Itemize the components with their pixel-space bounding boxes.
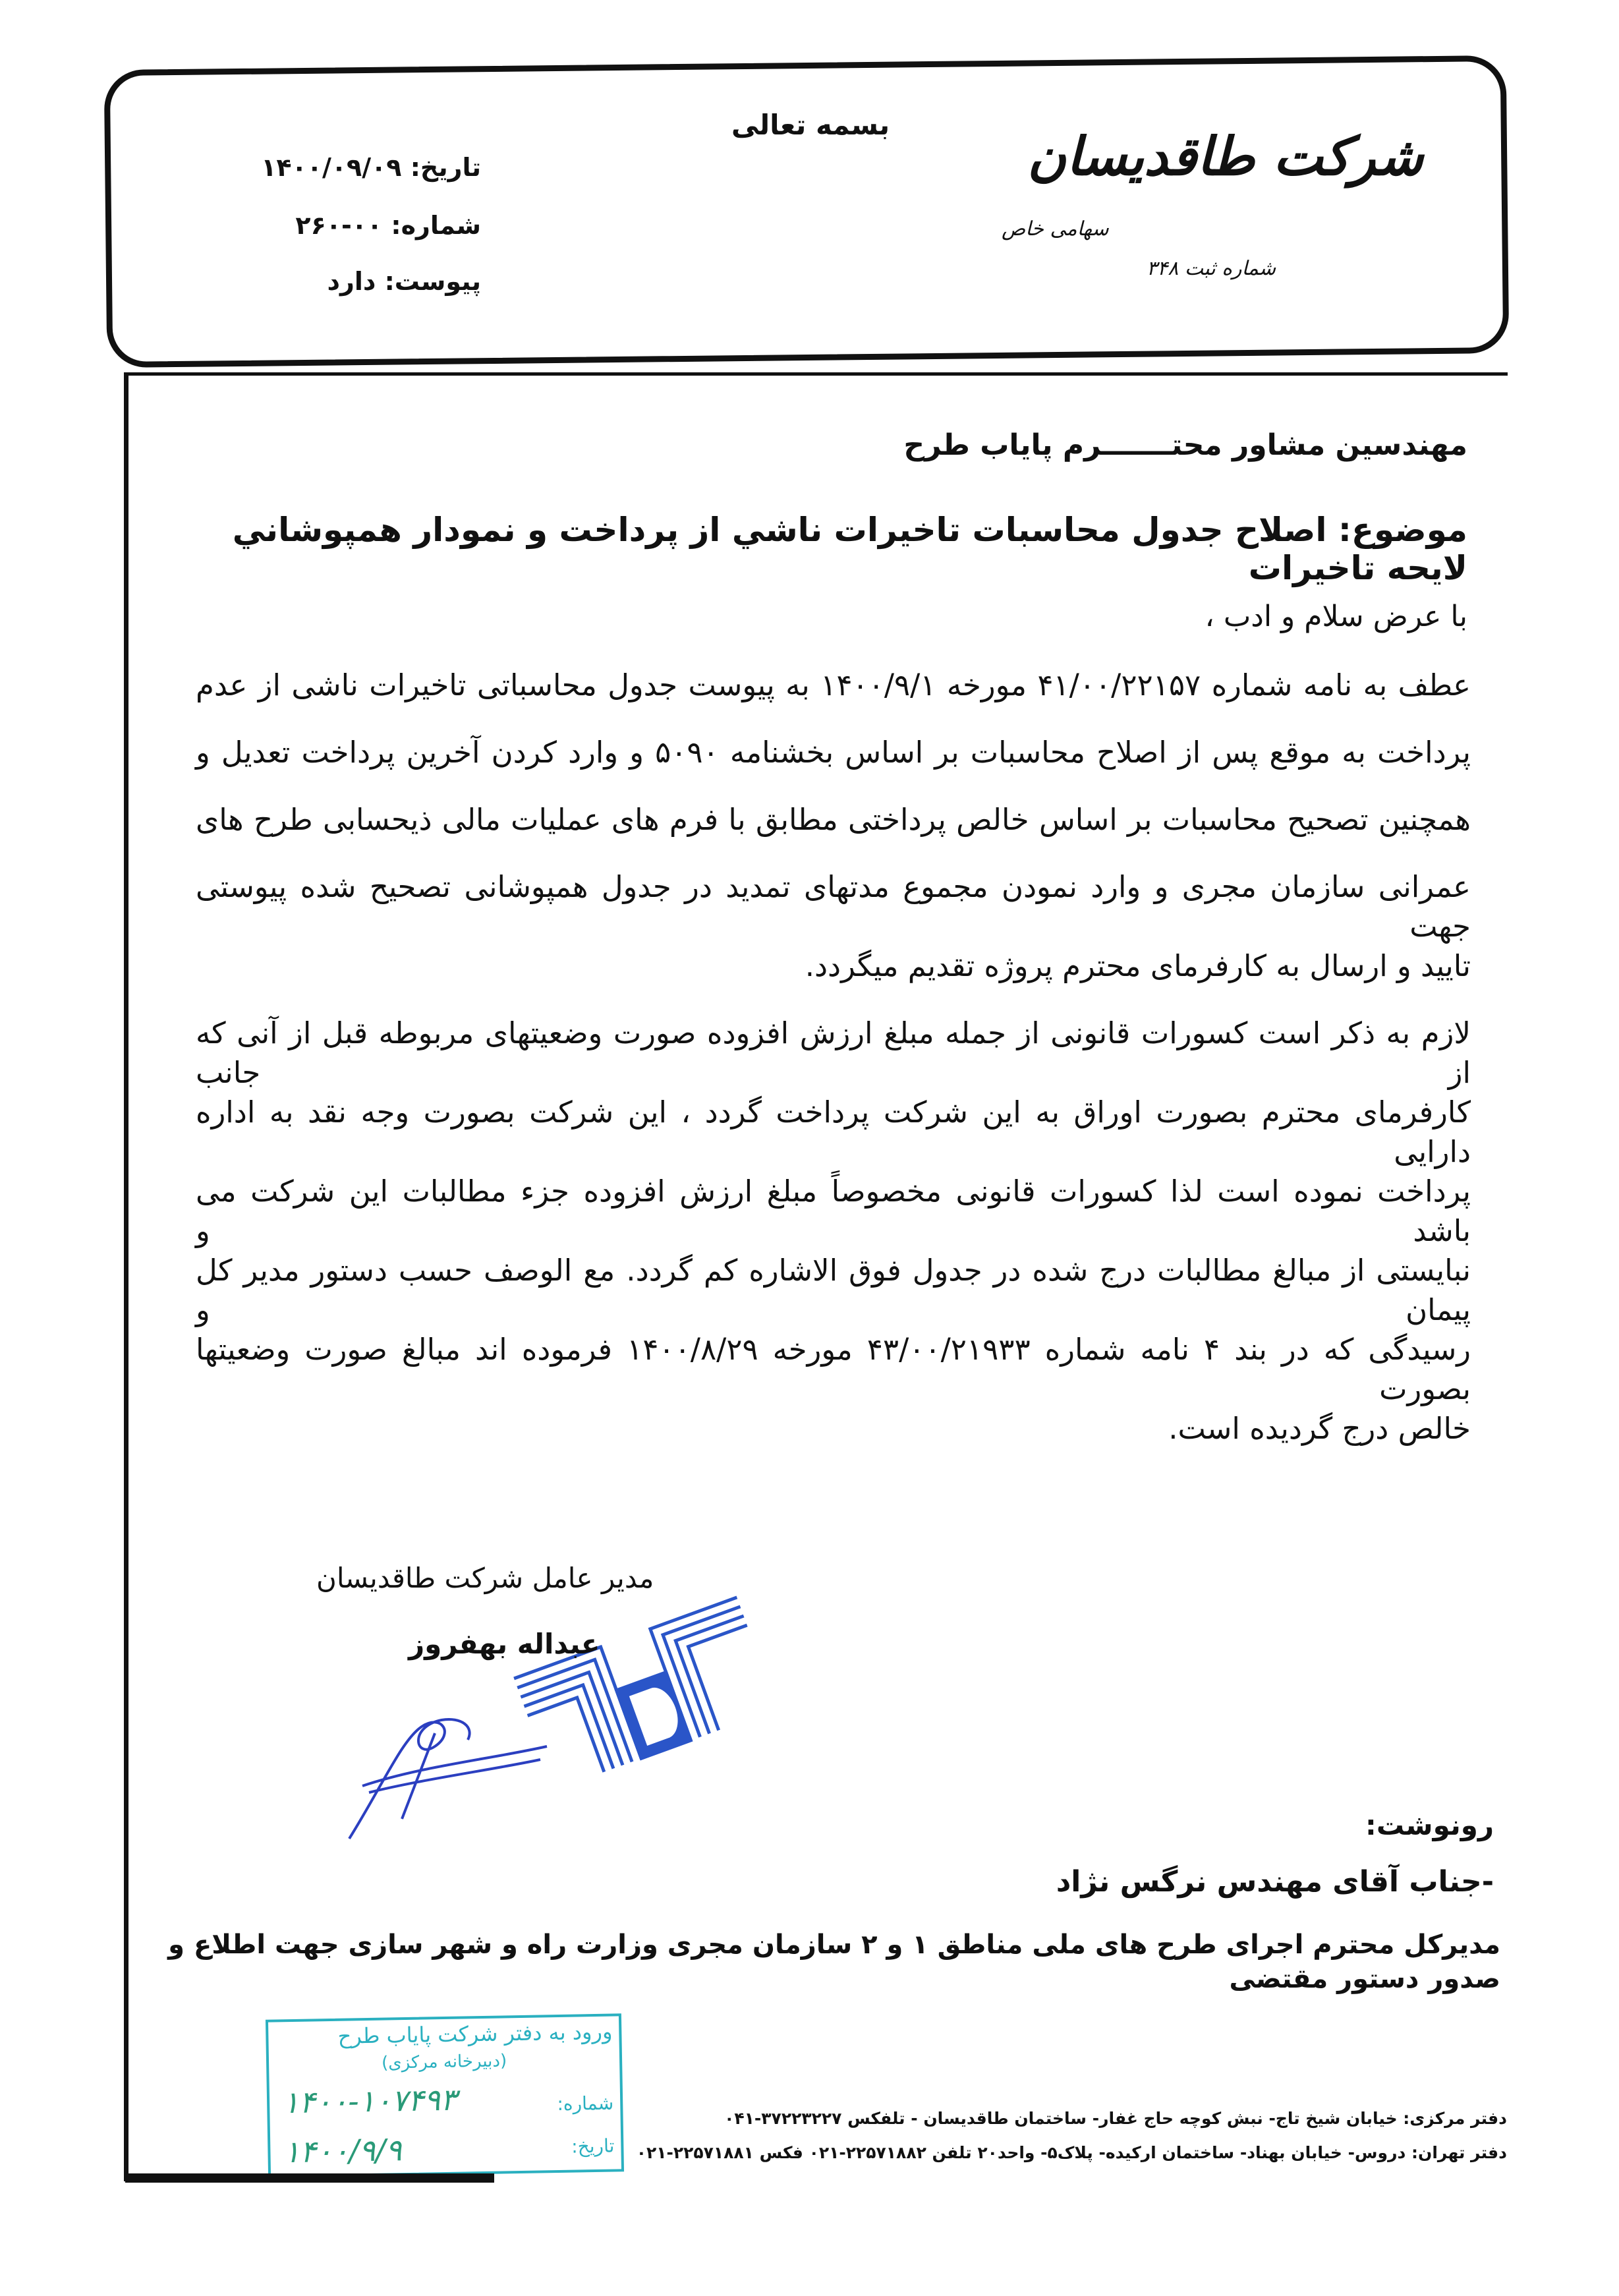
handwritten-signature xyxy=(343,1687,554,1845)
body-line: عمرانی سازمان مجری و وارد نمودن مجموع مدتهای تمدید در جدول همپوشانی تصحیح شده پیوستی جهت xyxy=(196,869,1471,944)
registration-number: شماره ثبت ۳۴۸ xyxy=(1147,257,1276,280)
body-line: نبایستی از مبالغ مطالبات درج شده در جدول فوق الاشاره کم گردد. مع الوصف حسب دستور مدیر کل پیمان و xyxy=(196,1253,1471,1327)
frame-left-border xyxy=(124,376,128,2181)
attachment-field xyxy=(217,267,481,296)
receipt-number-label: شماره: xyxy=(557,2092,614,2115)
body-line: عطف به نامه شماره ۴۱/۰۰/۲۲۱۵۷ مورخه ۱۴۰۰/۹/۱ به پیوست جدول محاسباتی تاخیرات ناشی از عدم xyxy=(196,668,1471,703)
receipt-date-label: تاریخ: xyxy=(571,2135,615,2158)
signatory-name: عبداله بهفروز xyxy=(409,1628,600,1660)
body-line: پرداخت نموده است لذا کسورات قانونی مخصوصاً مبلغ ارزش افزوده جزء مطالبات این شرکت می باشد و xyxy=(196,1174,1471,1248)
attachment-label: پیوست: xyxy=(384,267,481,296)
receipt-title: ورود به دفتر شرکت پایاب طرح xyxy=(337,2019,613,2049)
body-line: همچنین تصحیح محاسبات بر اساس خالص پرداختی مطابق با فرم های عملیات مالی ذیحسابی طرح های xyxy=(196,802,1471,837)
salutation: مهندسین مشاور محتـــــــرم پایاب طرح xyxy=(903,428,1467,462)
greeting: با عرض سلام و ادب ، xyxy=(1205,600,1467,633)
number-label: شماره: xyxy=(391,211,481,240)
company-name: شرکت طاقدیسان xyxy=(1027,125,1423,187)
letter-body xyxy=(196,666,1471,1476)
footer-address-main: دفتر مرکزی: خیابان شیخ تاج- نبش کوچه حاج غفار- ساختمان طاقدیسان - تلفکس ۳۷۲۲۳۲۲۷-۰۴۱ xyxy=(724,2109,1507,2128)
body-line: کارفرمای محترم بصورت اوراق به این شرکت پرداخت گردد ، این شرکت بصورت وجه نقد به اداره دارایی xyxy=(196,1095,1471,1169)
body-paragraph-1 xyxy=(196,666,1471,1014)
signatory-title: مدیر عامل شرکت طاقدیسان xyxy=(316,1562,654,1594)
body-line: خالص درج گردیده است. xyxy=(1168,1411,1471,1446)
attachment-value: دارد xyxy=(327,267,376,296)
cc-label: رونوشت: xyxy=(1365,1809,1494,1841)
footer-address-tehran: دفتر تهران: دروس- خیابان بهناد- ساختمان ارکیده- پلاک۵- واحد۲۰ تلفن ۲۲۵۷۱۸۸۲-۰۲۱ فکس ۲۲۵۷۱۸۸۱-۰۲۱ xyxy=(636,2143,1507,2162)
body-line: تایید و ارسال به کارفرمای محترم پروژه تقدیم میگردد. xyxy=(805,948,1471,983)
company-type: سهامی خاص xyxy=(1002,217,1109,241)
subject: موضوع: اصلاح جدول محاسبات تاخیرات ناشي از پرداخت و نمودار همپوشاني لایحه تاخیرات xyxy=(232,511,1467,587)
cc-recipient: مدیرکل محترم اجرای طرح های ملی مناطق ۱ و ۲ سازمان مجری وزارت راه و شهر سازی جهت اطلاع و صدور دستور مقتضی xyxy=(168,1930,1500,1994)
body-paragraph-2 xyxy=(196,1014,1471,1476)
cc-recipient: -جناب آقای مهندس نرگس نژاد xyxy=(1056,1865,1494,1899)
receipt-date-value: ۱۴۰۰/۹/۹ xyxy=(283,2132,403,2170)
number-field xyxy=(217,211,481,240)
body-line: پرداخت به موقع پس از اصلاح محاسبات بر اساس بخشنامه ۵۰۹۰ و وارد کردن آخرین پرداخت تعدیل و xyxy=(196,735,1471,770)
date-field xyxy=(217,153,481,182)
company-logo xyxy=(1002,125,1423,323)
bottom-border xyxy=(125,2173,494,2183)
body-line: لازم به ذکر است کسورات قانونی از جمله مبلغ ارزش افزوده صورت وضعیتهای مربوطه قبل از آنی که از جانب xyxy=(196,1016,1471,1090)
body-line: رسیدگی که در بند ۴ نامه شماره ۴۳/۰۰/۲۱۹۳۳ مورخه ۱۴۰۰/۸/۲۹ فرموده اند مبالغ صورت وضعیتها بصورت xyxy=(196,1332,1471,1406)
date-label: تاریخ: xyxy=(410,153,481,182)
receipt-number-value: ۱۴۰۰-۱۰۷۴۹۳ xyxy=(282,2081,457,2121)
date-value: ۱۴۰۰/۰۹/۰۹ xyxy=(261,153,402,182)
frame-top-border xyxy=(124,372,1508,376)
receipt-subtitle: (دبیرخانه مرکزی) xyxy=(381,2051,507,2073)
number-value: ۰۰-۲۶۰ xyxy=(295,211,383,240)
bism-heading: بسمه تعالی xyxy=(731,109,890,141)
receipt-stamp xyxy=(266,2013,624,2177)
